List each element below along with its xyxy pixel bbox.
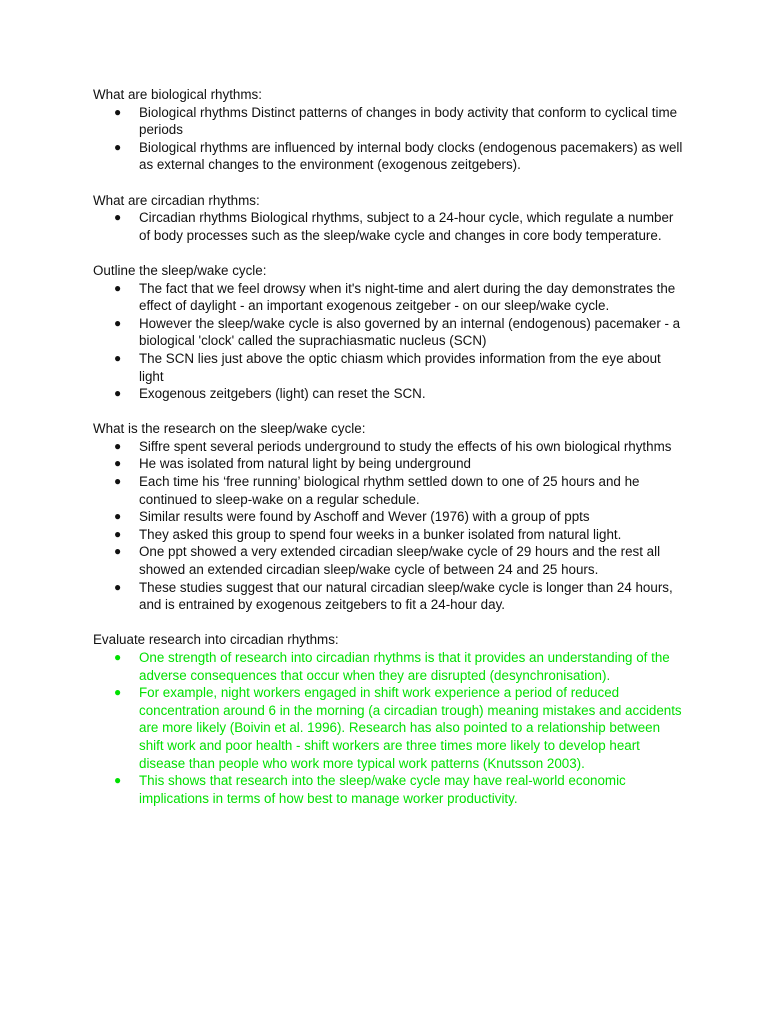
list-item-text: The fact that we feel drowsy when it's night-time and alert during the day demonstrates the effect of daylight - an important exogenous zeitgeber - on our sleep/wake cycle. bbox=[139, 280, 676, 314]
bullet-icon: ● bbox=[114, 104, 122, 119]
section-heading: What is the research on the sleep/wake cycle: bbox=[93, 421, 366, 437]
section bbox=[93, 631, 683, 807]
list-item bbox=[93, 438, 683, 456]
list-item-text: These studies suggest that our natural circadian sleep/wake cycle is longer than 24 hours, and is entrained by exogenous zeitgebers to fit a 24-hour day. bbox=[139, 579, 673, 613]
list-item bbox=[93, 772, 683, 807]
list-item-text: He was isolated from natural light by being underground bbox=[139, 456, 471, 472]
bullet-icon: ● bbox=[114, 773, 122, 788]
list-item bbox=[93, 385, 683, 403]
bullet-icon: ● bbox=[114, 280, 122, 295]
bullet-icon: ● bbox=[114, 509, 122, 524]
list-item-text: Similar results were found by Aschoff and Wever (1976) with a group of ppts bbox=[139, 509, 590, 525]
bullet-icon: ● bbox=[114, 210, 122, 225]
bullet-icon: ● bbox=[114, 474, 122, 489]
list-item bbox=[93, 649, 683, 684]
list-item bbox=[93, 526, 683, 544]
section-heading: Outline the sleep/wake cycle: bbox=[93, 262, 267, 278]
document-body bbox=[93, 86, 683, 825]
bullet-list bbox=[93, 280, 683, 403]
bullet-icon: ● bbox=[114, 315, 122, 330]
bullet-icon: ● bbox=[114, 685, 122, 700]
section bbox=[93, 262, 683, 403]
list-item bbox=[93, 543, 683, 578]
bullet-icon: ● bbox=[114, 350, 122, 365]
bullet-icon: ● bbox=[114, 650, 122, 664]
bullet-icon: ● bbox=[114, 526, 122, 541]
list-item bbox=[93, 455, 683, 473]
list-item-text: For example, night workers engaged in shift work experience a period of reduced concentration around 6 in the morning (a circadian trough) meaning mistakes and accidents are more likely (Boivin et al. 1996). Research has also pointed to a relationship between shift work and poor health - shift workers are three times more likely to develop heart disease than people who work more typical work patterns (Knutsson 2003). bbox=[139, 685, 682, 771]
section bbox=[93, 192, 683, 245]
bullet-icon: ● bbox=[114, 456, 122, 471]
list-item bbox=[93, 350, 683, 385]
list-item-text: Circadian rhythms Biological rhythms, subject to a 24-hour cycle, which regulate a number of body processes such as the sleep/wake cycle and changes in core body temperature. bbox=[139, 210, 674, 243]
bullet-list bbox=[93, 209, 683, 244]
list-item bbox=[93, 280, 683, 315]
list-item-text: One ppt showed a very extended circadian sleep/wake cycle of 29 hours and the rest all showed an extended circadian sleep/wake cycle of between 24 and 25 hours. bbox=[139, 544, 661, 578]
list-item-text: They asked this group to spend four weeks in a bunker isolated from natural light. bbox=[139, 526, 622, 542]
section-heading: What are biological rhythms: bbox=[93, 87, 262, 102]
section bbox=[93, 86, 683, 174]
list-item-text: Each time his ‘free running’ biological rhythm settled down to one of 25 hours and he continued to sleep-wake on a regular schedule. bbox=[139, 474, 640, 507]
bullet-list bbox=[93, 438, 683, 614]
list-item bbox=[93, 104, 683, 139]
list-item-text: Exogenous zeitgebers (light) can reset the SCN. bbox=[139, 386, 426, 402]
bullet-list bbox=[93, 104, 683, 174]
section-heading: Evaluate research into circadian rhythms: bbox=[93, 632, 339, 648]
bullet-icon: ● bbox=[114, 139, 122, 154]
bullet-icon: ● bbox=[114, 438, 122, 453]
list-item bbox=[93, 139, 683, 174]
list-item bbox=[93, 209, 683, 244]
list-item-text: The SCN lies just above the optic chiasm which provides information from the eye about light bbox=[139, 350, 661, 384]
section bbox=[93, 420, 683, 614]
section-heading: What are circadian rhythms: bbox=[93, 192, 260, 208]
list-item bbox=[93, 508, 683, 526]
list-item bbox=[93, 315, 683, 350]
bullet-icon: ● bbox=[114, 579, 122, 594]
list-item-text: Biological rhythms are influenced by internal body clocks (endogenous pacemakers) as well as external changes to the environment (exogenous zeitgebers). bbox=[139, 139, 683, 173]
list-item-text: Siffre spent several periods underground to study the effects of his own biological rhythms bbox=[139, 438, 672, 454]
bullet-icon: ● bbox=[114, 386, 122, 401]
list-item bbox=[93, 473, 683, 508]
list-item bbox=[93, 684, 683, 772]
bullet-list bbox=[93, 649, 683, 807]
list-item-text: However the sleep/wake cycle is also governed by an internal (endogenous) pacemaker - a biological 'clock' called the suprachiasmatic nucleus (SCN) bbox=[139, 315, 681, 349]
list-item-text: This shows that research into the sleep/wake cycle may have real-world economic implications in terms of how best to manage worker productivity. bbox=[139, 773, 626, 806]
list-item-text: One strength of research into circadian rhythms is that it provides an understanding of the adverse consequences that occur when they are disrupted (desynchronisation). bbox=[139, 650, 670, 683]
list-item bbox=[93, 579, 683, 614]
list-item-text: Biological rhythms Distinct patterns of changes in body activity that conform to cyclical time periods bbox=[139, 104, 678, 138]
bullet-icon: ● bbox=[114, 544, 122, 559]
